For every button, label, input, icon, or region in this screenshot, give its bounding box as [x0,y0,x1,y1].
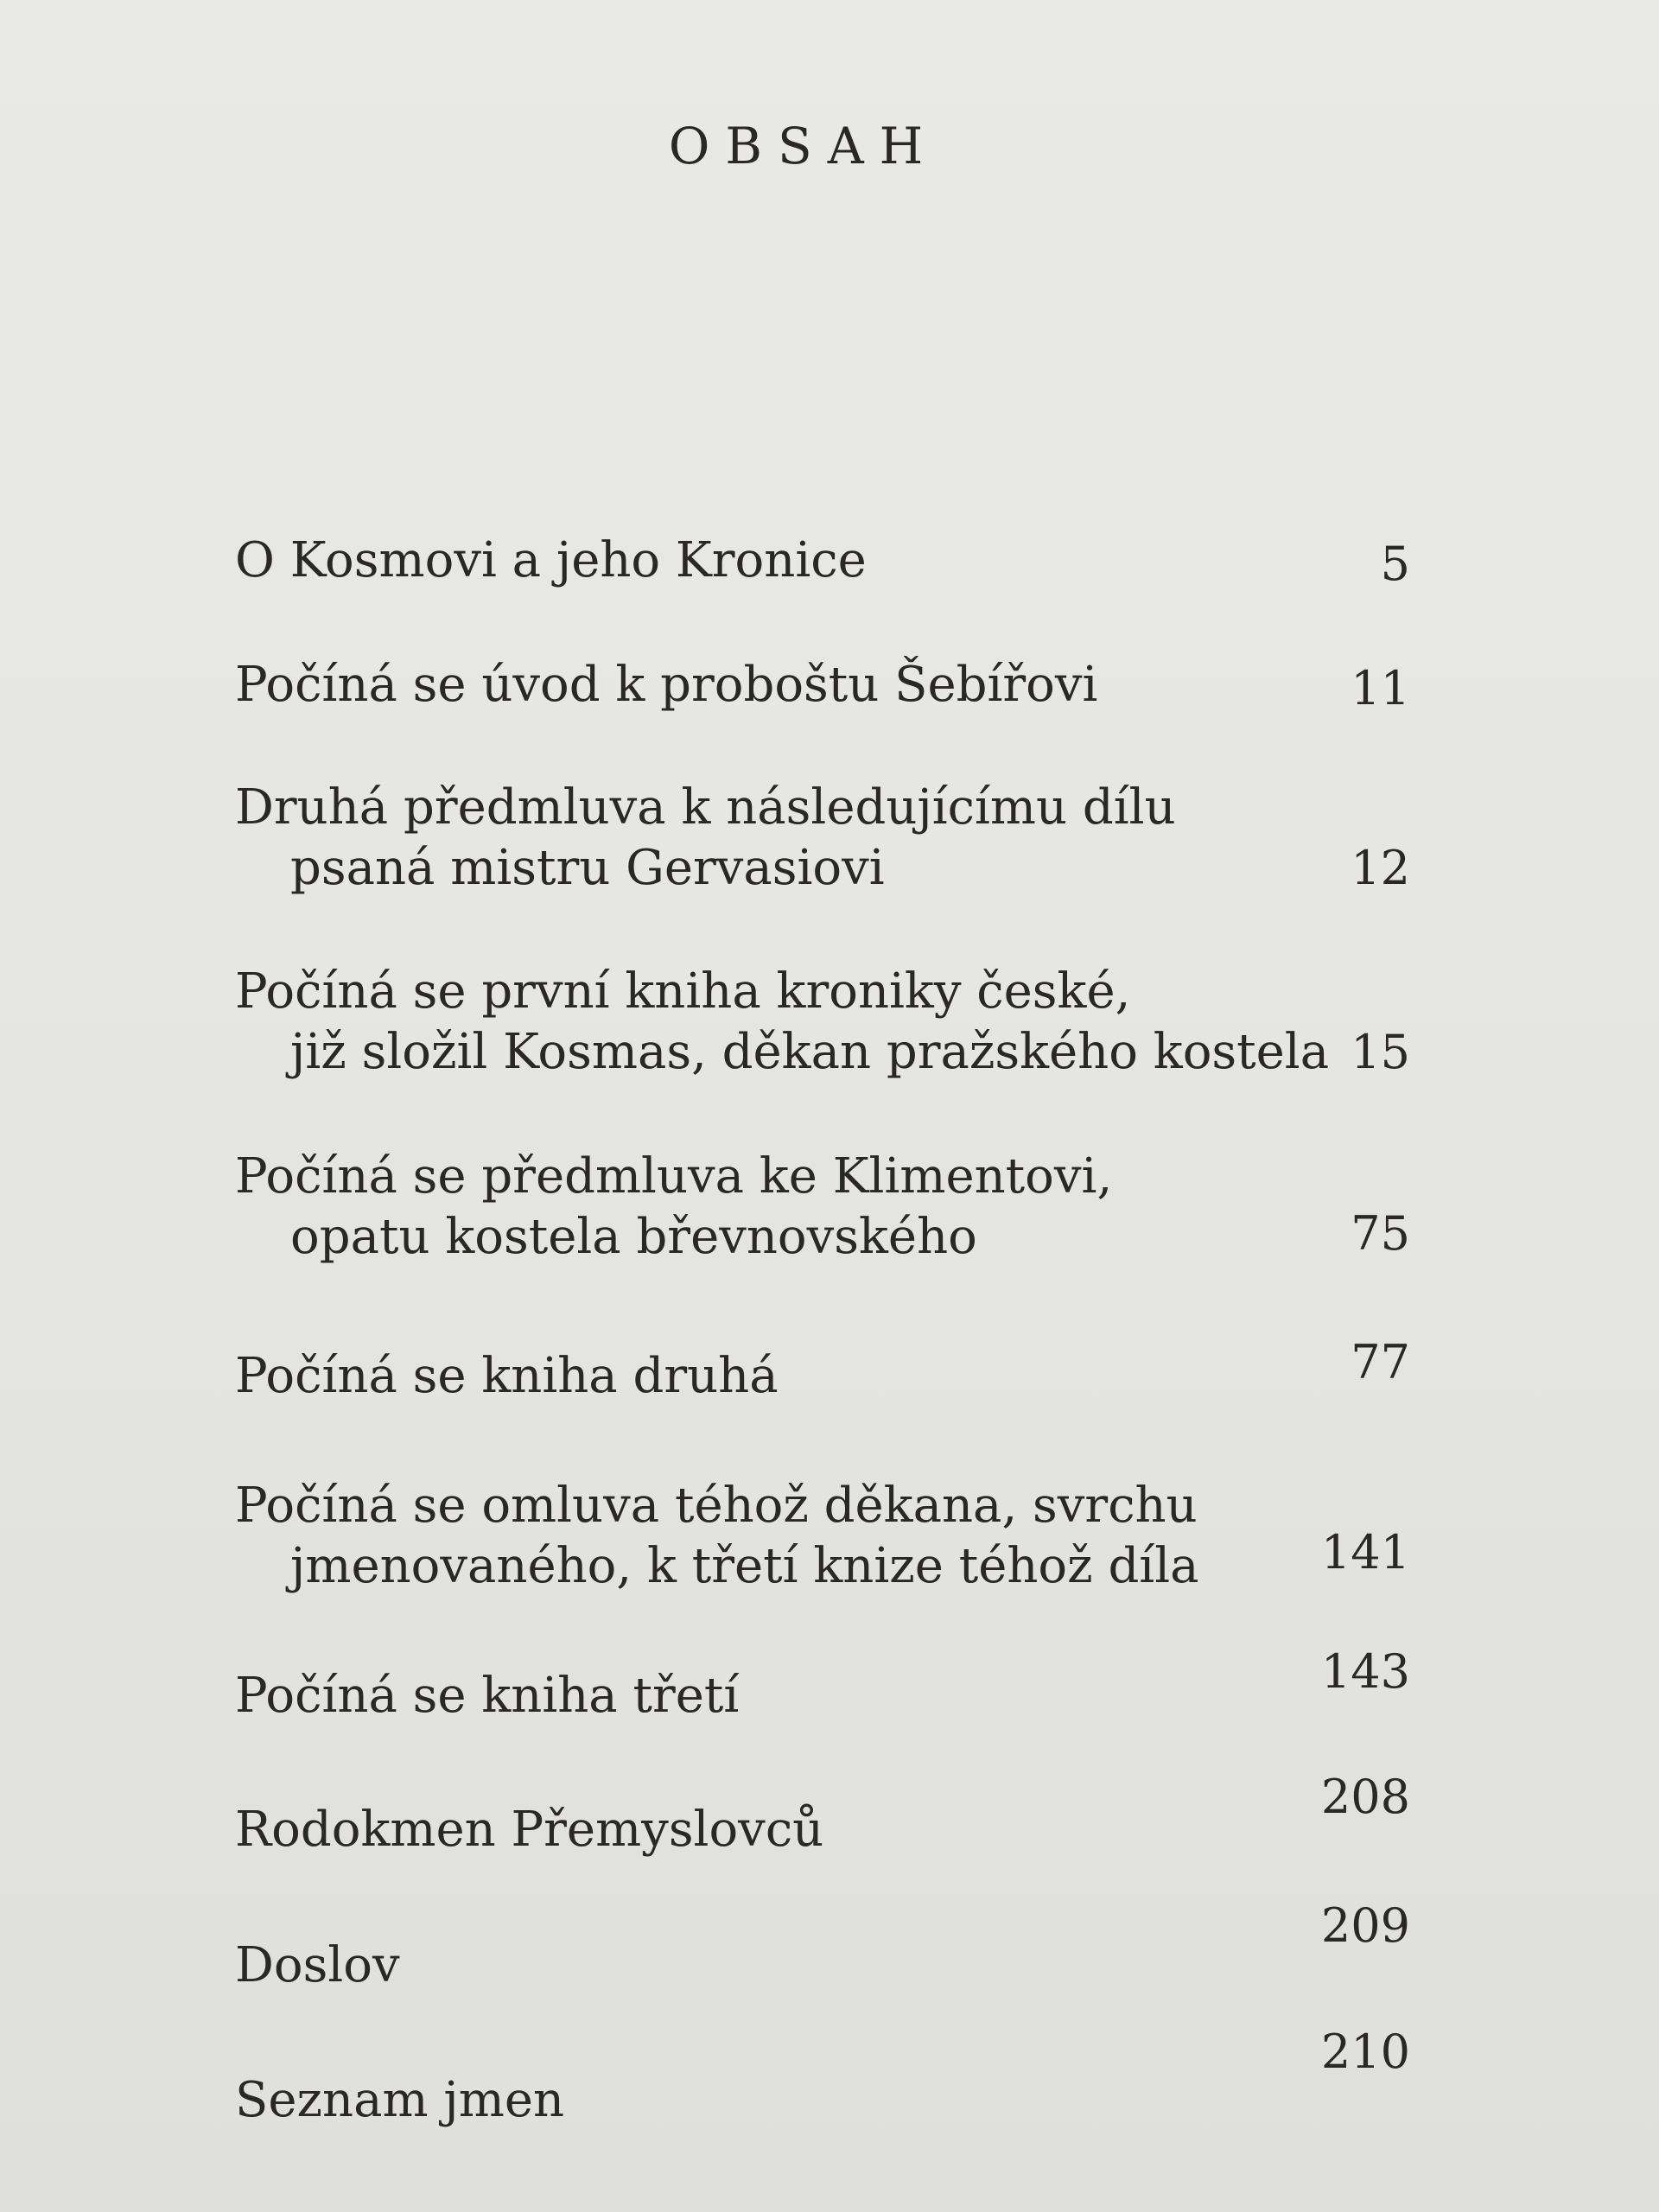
toc-entry-title: Počíná se první kniha kroniky české, [235,963,1131,1020]
toc-entry-page: 11 [1351,661,1410,715]
toc-entry-title: Doslov [235,1937,400,1993]
toc-entry [235,1898,1410,1996]
toc-entry-title: Počíná se předmluva ke Klimentovi, [235,1148,1113,1205]
toc-entry-title-continuation: opatu kostela břevnovského [290,1209,977,1265]
toc-entry-page: 75 [1351,1206,1410,1261]
toc-entry-title-continuation: jmenovaného, k třetí knize téhož díla [290,1538,1199,1594]
toc-entry-page: 209 [1320,1898,1410,1953]
toc-entry-title: Počíná se kniha druhá [235,1348,779,1404]
toc-entry [235,1770,1410,1860]
toc-entry-title: Počíná se úvod k proboštu Šebířovi [235,657,1098,713]
toc-entry [235,531,1410,591]
toc-entry-page: 77 [1351,1335,1410,1389]
toc-entry-title: Druhá předmluva k následujícímu dílu [235,779,1176,836]
toc-entry [235,1335,1410,1407]
toc-entry-page: 15 [1351,1025,1410,1079]
toc-entry-page: 12 [1351,841,1410,895]
toc-entry [235,2024,1410,2131]
toc-entry-page: 208 [1320,1770,1410,1824]
toc-entry [235,778,1410,899]
toc-entry-title: Počíná se omluva téhož děkana, svrchu [235,1478,1198,1534]
toc-entry [235,1476,1410,1597]
toc-entry-page: 5 [1380,537,1410,591]
toc-entry-page: 210 [1320,2024,1410,2079]
toc-entry-title: Počíná se kniha třetí [235,1668,740,1724]
toc-entry-title: Seznam jmen [235,2072,565,2128]
toc-entry-page: 143 [1320,1644,1410,1699]
toc-entry [235,962,1410,1083]
toc-entry-title: Rodokmen Přemyslovců [235,1802,824,1858]
toc-entry [235,1644,1410,1726]
toc-entry [235,655,1410,715]
toc-entry [235,1147,1410,1268]
toc-entry-page: 141 [1320,1525,1410,1580]
toc-entry-title-continuation: psaná mistru Gervasiovi [290,840,885,896]
page-heading: OBSAH [668,117,939,175]
toc-entry-title: O Kosmovi a jeho Kronice [235,532,867,588]
toc-entry-title-continuation: již složil Kosmas, děkan pražského kostela [290,1024,1330,1080]
